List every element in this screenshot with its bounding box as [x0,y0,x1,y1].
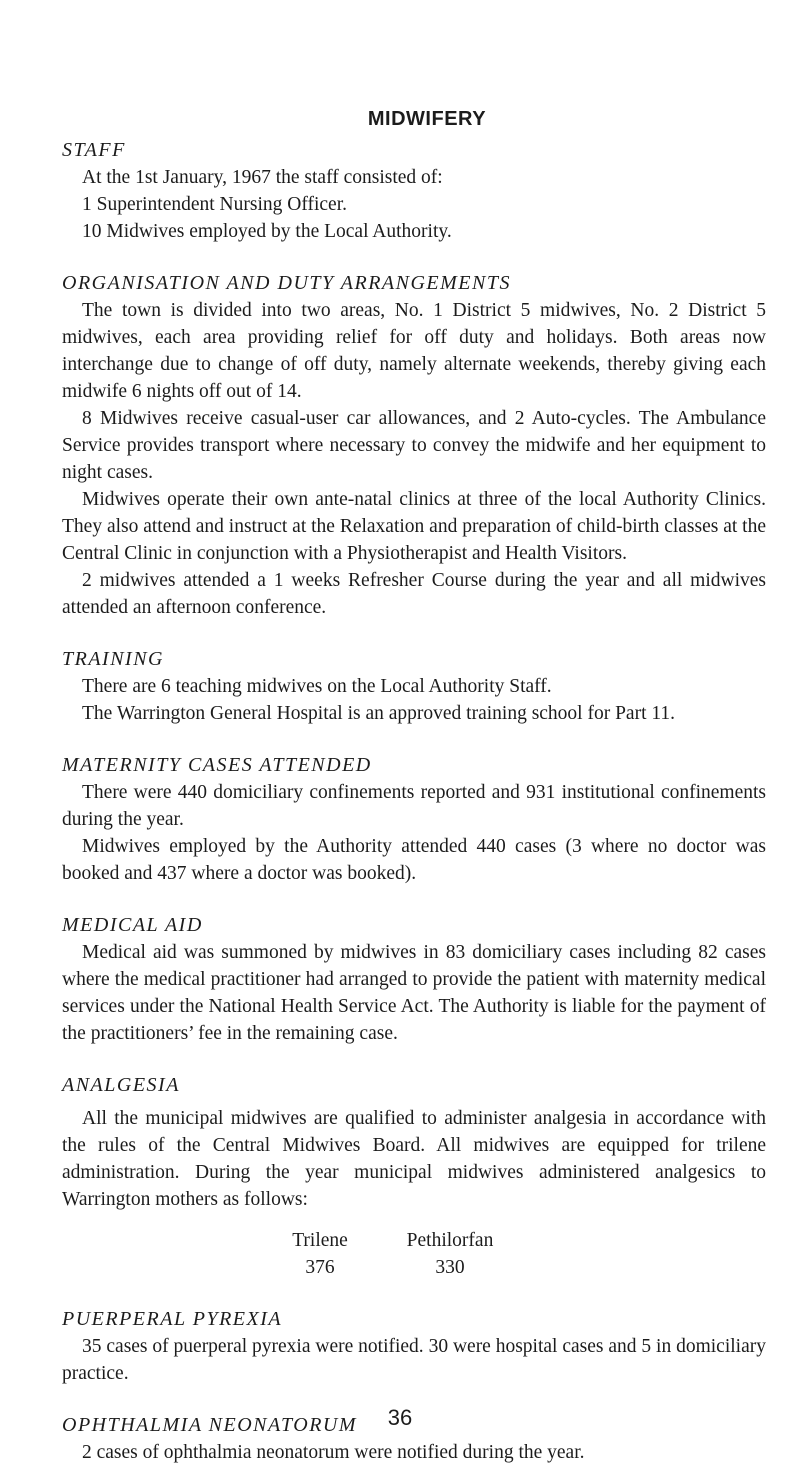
paragraph: Midwives operate their own ante-natal clinics at three of the local Authority Clinics. They also attend and instruct at the Relaxation and preparation of child-birth classes at the Central Clinic in conjunction with a Physiotherapist and Health Visitors. [62,489,766,564]
table-column [365,1227,535,1281]
paragraph: There are 6 teaching midwives on the Local Authority Staff. [82,676,552,697]
paragraph: 2 midwives attended a 1 weeks Refresher Course during the year and all midwives attended an afternoon conference. [62,570,766,618]
section-puerperal-pyrexia [62,1306,766,1387]
paragraph: The Warrington General Hospital is an approved training school for Part 11. [82,703,676,724]
section-training [62,646,766,727]
paragraph: All the municipal midwives are qualified to administer analgesia in accordance with the rules of the Central Midwives Board. All midwives are equipped for trilene administration. During the year municipal midwives administered analgesics to Warrington mothers as follows: [62,1108,766,1210]
section-heading: MATERNITY CASES ATTENDED [62,754,372,776]
page-title: MIDWIFERY [367,108,487,130]
section-heading: ANALGESIA [62,1074,180,1096]
paragraph: 8 Midwives receive casual-user car allowances, and 2 Auto-cycles. The Ambulance Service provides transport where necessary to convey the midwife and her equipment to night cases. [62,408,766,483]
paragraph: 35 cases of puerperal pyrexia were notified. 30 were hospital cases and 5 in domiciliary practice. [62,1336,766,1384]
paragraph: Midwives employed by the Authority attended 440 cases (3 where no doctor was booked and 437 where a doctor was booked). [62,836,766,884]
section-organisation [62,270,766,621]
section-heading: ORGANISATION AND DUTY ARRANGEMENTS [62,272,511,294]
paragraph: 2 cases of ophthalmia neonatorum were notified during the year. [82,1442,585,1463]
table-header: Trilene [292,1230,348,1251]
list-item: 1 Superintendent Nursing Officer. [82,194,348,215]
paragraph: The town is divided into two areas, No. 1 District 5 midwives, No. 2 District 5 midwives, each area providing relief for off duty and holidays. Both areas now interchange due to change of off duty, namely alternate weekends, thereby giving each midwife 6 nights off out of 14. [62,300,766,402]
section-staff [62,137,766,245]
section-medical-aid [62,912,766,1047]
list-item: 10 Midwives employed by the Local Authority. [82,221,452,242]
page-number: 36 [387,1405,413,1430]
section-heading: OPHTHALMIA NEONATORUM [62,1414,358,1436]
section-heading: MEDICAL AID [62,914,203,936]
table-header: Pethilorfan [406,1230,494,1251]
section-heading: PUERPERAL PYREXIA [62,1308,283,1330]
section-heading: TRAINING [62,648,164,670]
analgesics-table [62,1227,766,1281]
section-maternity-cases [62,752,766,887]
paragraph: There were 440 domiciliary confinements reported and 931 institutional confinements during the year. [62,782,766,830]
table-cell: 330 [435,1257,465,1278]
section-heading: STAFF [62,139,126,161]
table-column [275,1227,365,1281]
paragraph: Medical aid was summoned by midwives in 83 domiciliary cases including 82 cases where the medical practitioner had arranged to provide the patient with maternity medical services under the National Health Service Act. The Authority is liable for the payment of the practitioners’ fee in the remaining case. [62,942,766,1044]
table-cell: 376 [305,1257,335,1278]
paragraph: At the 1st January, 1967 the staff consisted of: [82,167,443,188]
section-analgesia [62,1072,766,1281]
document-page [62,108,766,1466]
